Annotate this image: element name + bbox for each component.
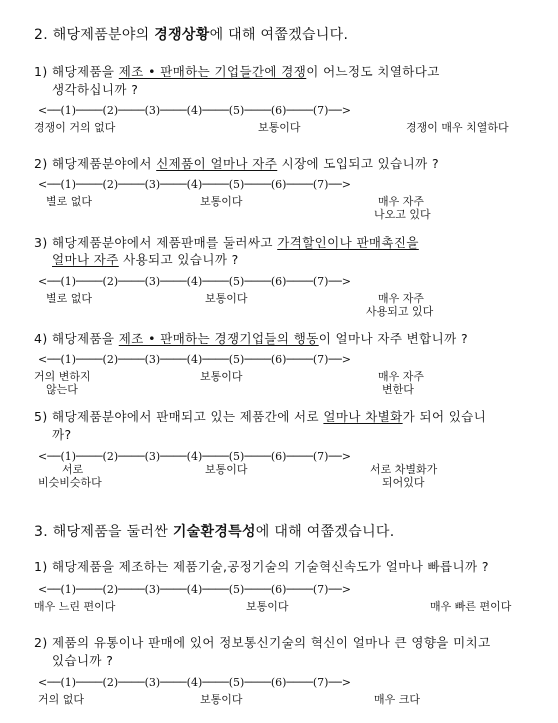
likert-scale[interactable]: <──(1)────(2)────(3)────(4)────(5)────(6)────(7)──> (38, 178, 351, 191)
section-title-pre: 해당제품을 둘러싼 (52, 524, 169, 540)
question-text-underlined: 얼마나 자주 (52, 252, 119, 267)
section-title-pre: 해당제품분야의 (52, 27, 150, 43)
question-number: 4) (34, 331, 48, 346)
likert-scale[interactable]: <──(1)────(2)────(3)────(4)────(5)────(6)────(7)──> (38, 353, 351, 366)
question-2-5-line2: 까? (52, 427, 72, 442)
question-text-underlined: 얼마나 차별화 (323, 409, 403, 424)
question-text: 해당제품을 제조하는 제품기술,공정기술의 기술혁신속도가 얼마나 빠릅니까 ? (52, 559, 489, 574)
question-3-2-line2: 있습니까 ? (52, 653, 114, 668)
question-text: 이 얼마나 자주 변합니까 ? (318, 331, 468, 346)
likert-scale[interactable]: <──(1)────(2)────(3)────(4)────(5)────(6)────(7)──> (38, 450, 351, 463)
section-2-heading (34, 24, 348, 44)
scale-right-label-line2: 되어있다 (382, 476, 425, 489)
likert-scale[interactable]: <──(1)────(2)────(3)────(4)────(5)────(6)────(7)──> (38, 275, 351, 288)
question-2-2 (34, 154, 439, 172)
scale-left-label: 별로 없다 (46, 195, 93, 208)
scale-right-label-line2: 변한다 (382, 383, 414, 396)
question-text: 제품의 유통이나 판매에 있어 정보통신기술의 혁신이 얼마나 큰 영향을 미치고 (52, 635, 491, 650)
question-number: 2) (34, 156, 48, 171)
scale-mid-label: 보통이다 (258, 121, 301, 134)
question-2-3-line2 (52, 250, 239, 268)
section-title-bold: 기술환경특성 (172, 524, 256, 540)
question-text: 해당제품분야에서 판매되고 있는 제품간에 서로 (52, 409, 320, 424)
scale-right-label: 매우 자주 (378, 195, 425, 208)
scale-mid-label: 보통이다 (246, 600, 289, 613)
question-text-underlined: 신제품이 얼마나 자주 (156, 156, 278, 171)
scale-right-label: 서로 차별화가 (370, 463, 438, 476)
scale-right-label: 매우 빠른 편이다 (430, 600, 512, 613)
question-text: 해당제품분야에서 (52, 156, 152, 171)
scale-left-label-line2: 않는다 (46, 383, 78, 396)
scale-mid-label: 보통이다 (200, 370, 243, 383)
question-text-underlined: 제조 • 판매하는 경쟁기업들의 행동 (118, 331, 319, 346)
likert-scale[interactable]: <──(1)────(2)────(3)────(4)────(5)────(6)────(7)──> (38, 104, 351, 117)
question-text: 가 되어 있습니 (402, 409, 487, 424)
section-title-bold: 경쟁상황 (154, 27, 210, 43)
question-2-4 (34, 329, 468, 347)
question-2-1 (34, 62, 440, 80)
question-text-underlined: 제조 • 판매하는 기업들간에 경쟁 (118, 64, 307, 79)
question-2-3 (34, 233, 419, 251)
scale-left-label: 거의 변하지 (34, 370, 91, 383)
question-text: 해당제품을 (52, 331, 115, 346)
question-number: 1) (34, 64, 48, 79)
question-text: 사용되고 있습니까 ? (123, 252, 239, 267)
section-3-heading (34, 521, 394, 541)
section-number: 2. (34, 27, 48, 43)
scale-right-label: 매우 자주 (378, 292, 425, 305)
scale-right-label-line2: 나오고 있다 (374, 208, 431, 221)
scale-right-label: 매우 자주 (378, 370, 425, 383)
scale-left-label-line2: 비슷비슷하다 (38, 476, 102, 489)
scale-mid-label: 보통이다 (200, 693, 243, 706)
question-text: 시장에 도입되고 있습니까 ? (281, 156, 439, 171)
scale-left-label: 매우 느린 편이다 (34, 600, 116, 613)
question-3-1 (34, 557, 489, 575)
question-number: 1) (34, 559, 48, 574)
question-number: 3) (34, 235, 48, 250)
scale-right-label: 경쟁이 매우 치열하다 (406, 121, 509, 134)
section-title-post: 에 대해 여쭙겠습니다. (255, 524, 395, 540)
section-number: 3. (34, 524, 48, 540)
likert-scale[interactable]: <──(1)────(2)────(3)────(4)────(5)────(6)────(7)──> (38, 583, 351, 596)
scale-right-label-line2: 사용되고 있다 (366, 305, 434, 318)
question-text: 해당제품을 (52, 64, 115, 79)
likert-scale[interactable]: <──(1)────(2)────(3)────(4)────(5)────(6)────(7)──> (38, 676, 351, 689)
scale-mid-label: 보통이다 (200, 195, 243, 208)
scale-left-label: 거의 없다 (38, 693, 85, 706)
question-2-5 (34, 407, 486, 425)
scale-mid-label: 보통이다 (205, 463, 248, 476)
question-3-2 (34, 633, 491, 651)
question-text-underlined: 가격할인이나 판매촉진을 (277, 235, 419, 250)
question-text: 이 어느정도 치열하다고 (306, 64, 440, 79)
question-number: 5) (34, 409, 48, 424)
question-2-1-line2: 생각하십니까 ? (52, 82, 139, 97)
scale-left-label: 별로 없다 (46, 292, 93, 305)
scale-left-label: 서로 (62, 463, 84, 476)
section-title-post: 에 대해 여쭙겠습니다. (209, 27, 349, 43)
question-number: 2) (34, 635, 48, 650)
scale-mid-label: 보통이다 (205, 292, 248, 305)
scale-left-label: 경쟁이 거의 없다 (34, 121, 116, 134)
question-text: 해당제품분야에서 제품판매를 둘러싸고 (52, 235, 273, 250)
scale-right-label: 매우 크다 (374, 693, 421, 706)
